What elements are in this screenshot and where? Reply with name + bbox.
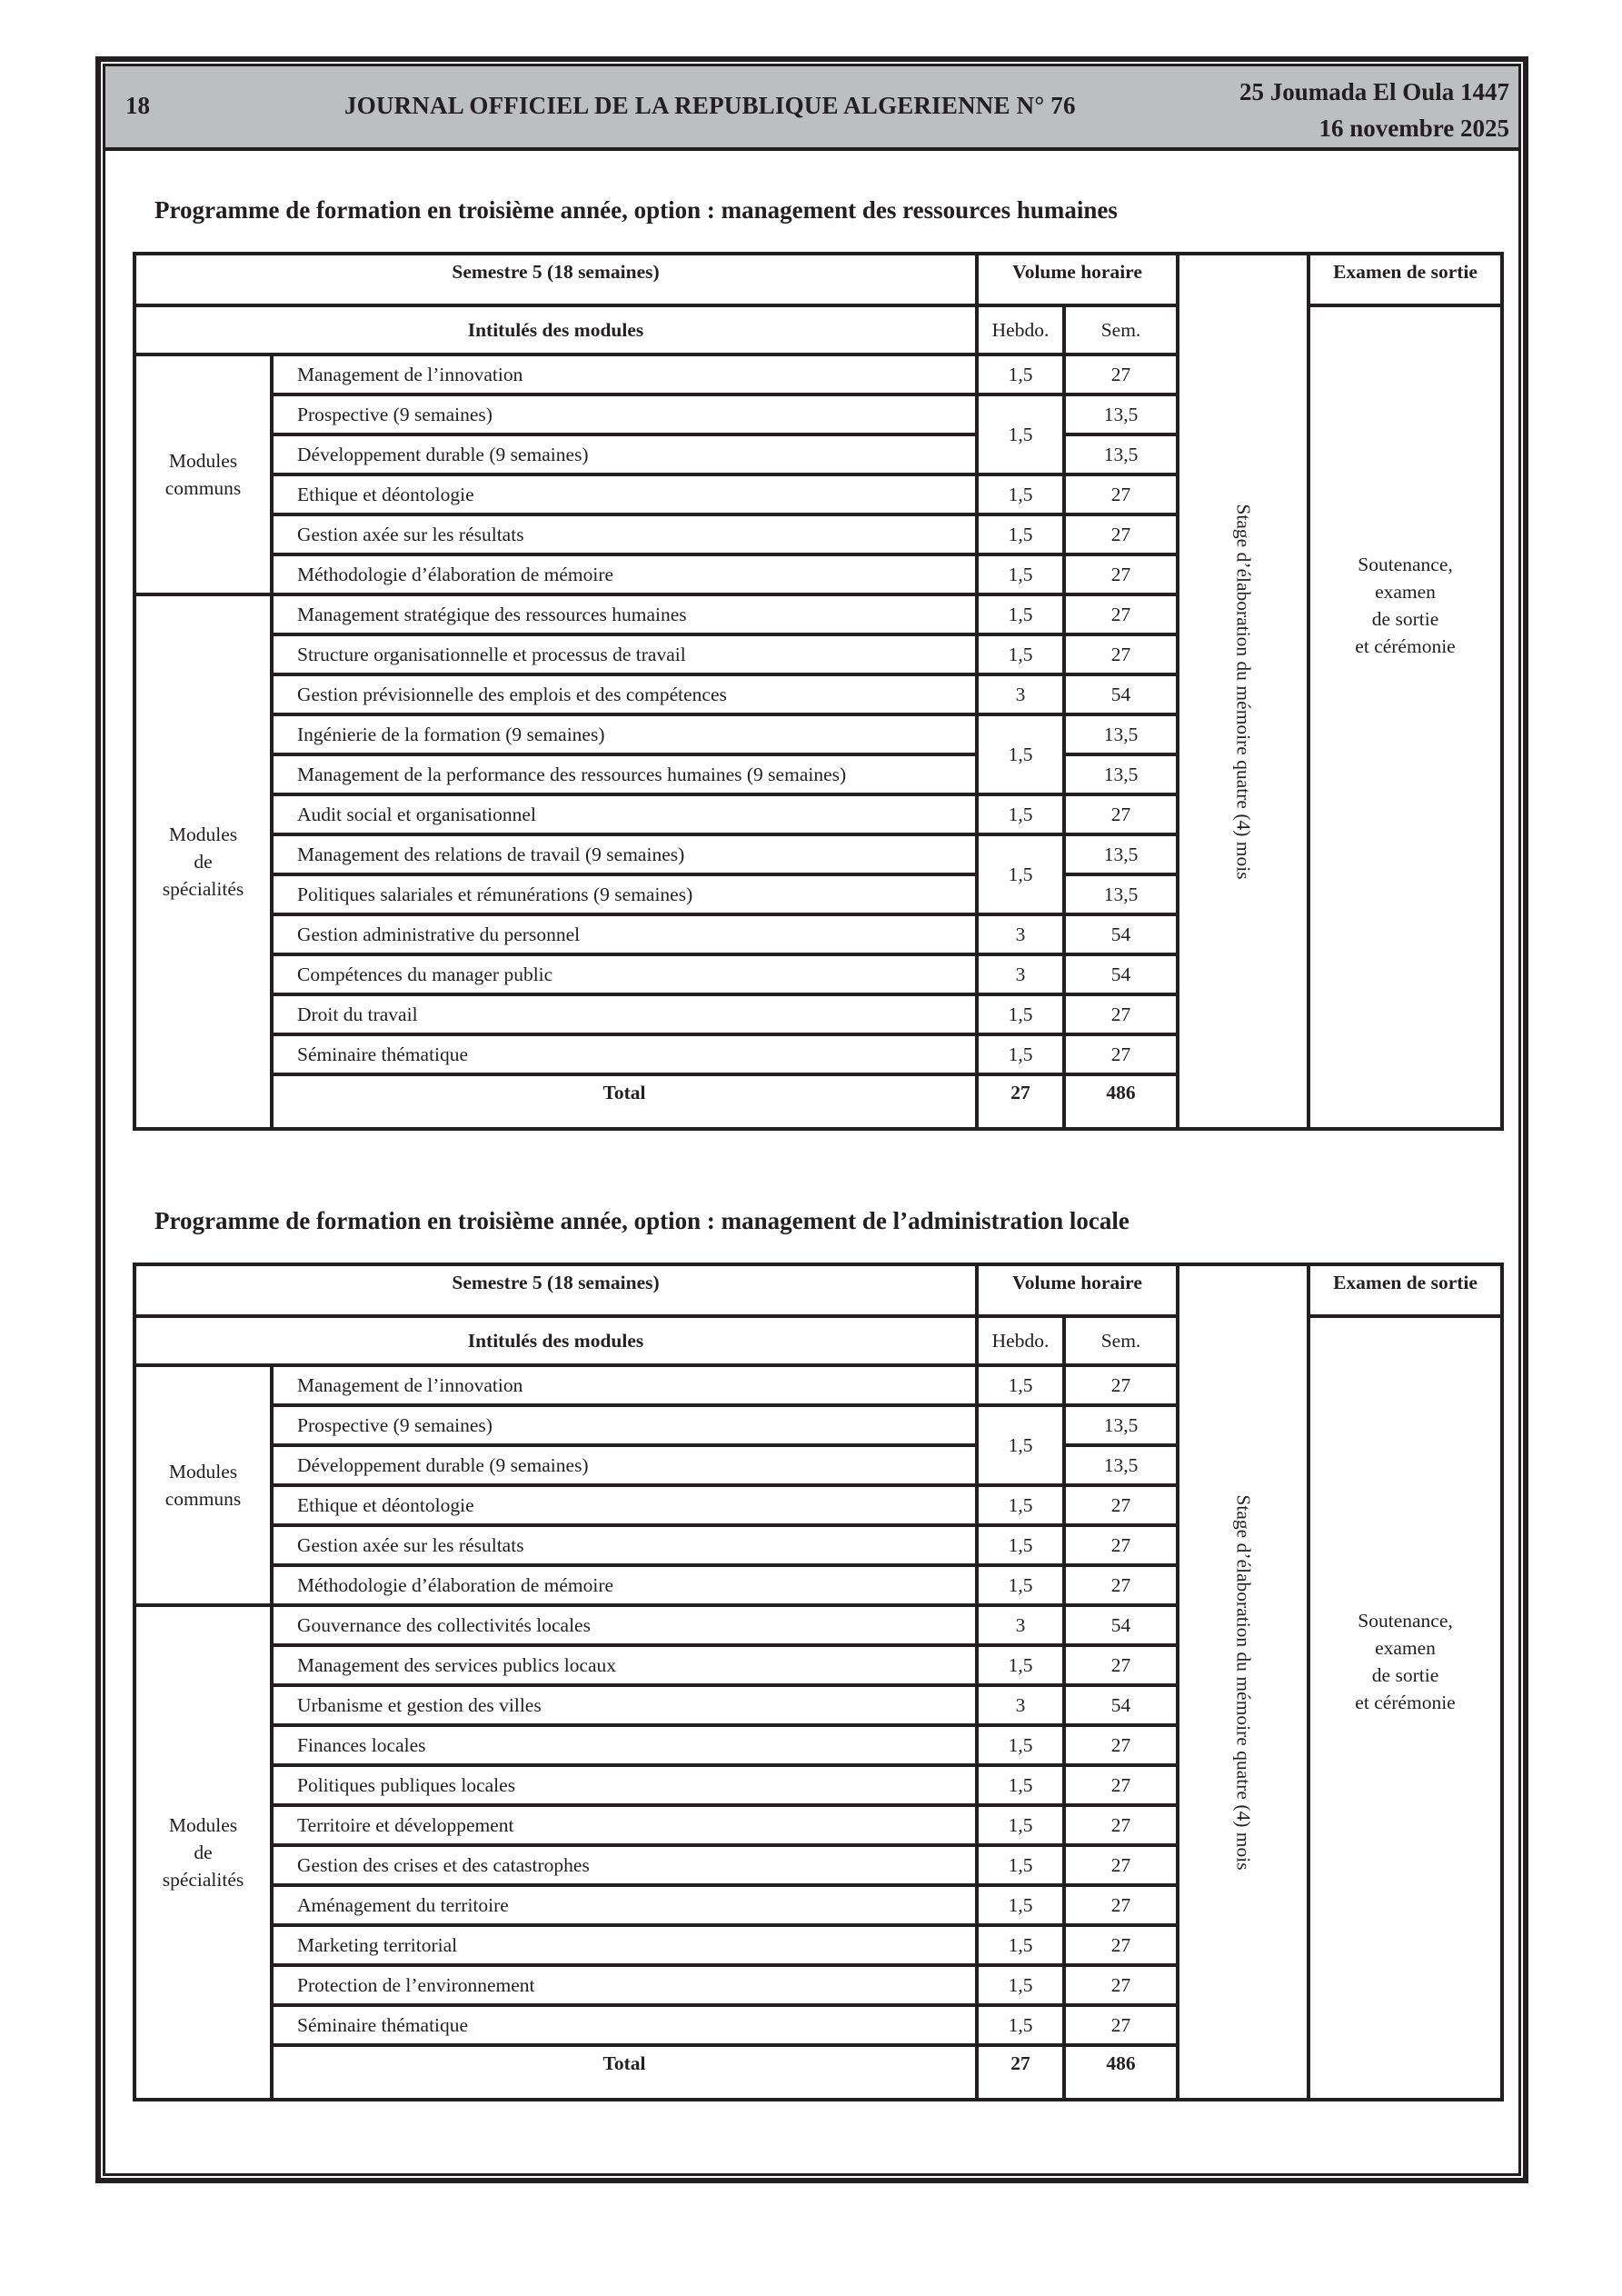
hebdo-value: 1,5 — [977, 554, 1064, 594]
sem-value: 13,5 — [1064, 834, 1178, 874]
module-name: Protection de l’environnement — [272, 1965, 977, 2005]
sem-value: 54 — [1064, 674, 1178, 714]
page-number: 18 — [125, 92, 150, 119]
hebdo-value: 1,5 — [977, 1805, 1064, 1845]
module-name: Compétences du manager public — [272, 954, 977, 994]
stage-cell — [1178, 254, 1309, 1129]
module-name: Marketing territorial — [272, 1925, 977, 1965]
sem-value: 13,5 — [1064, 754, 1178, 794]
program-table-rh — [133, 252, 1504, 1131]
date-gregorian: 16 novembre 2025 — [1318, 115, 1509, 142]
sem-value: 27 — [1064, 594, 1178, 634]
module-name: Urbanisme et gestion des villes — [272, 1685, 977, 1725]
cell-line: Modules — [168, 450, 238, 472]
cell-line: de sortie — [1371, 1664, 1439, 1686]
hebdo-value: 3 — [977, 914, 1064, 954]
module-name: Management de l’innovation — [272, 354, 977, 394]
module-name: Politiques salariales et rémunérations (9 semaines) — [272, 874, 977, 914]
exam-cell — [1309, 305, 1502, 1129]
module-name: Méthodologie d’élaboration de mémoire — [272, 1565, 977, 1605]
section-title-admin-locale: Programme de formation en troisième année, option : management de l’administration locale — [154, 1207, 1129, 1234]
sem-value: 54 — [1064, 1605, 1178, 1645]
cell-line: spécialités — [162, 878, 244, 900]
module-name: Séminaire thématique — [272, 2005, 977, 2045]
module-name: Développement durable (9 semaines) — [272, 434, 977, 474]
hebdo-value: 1,5 — [977, 1565, 1064, 1605]
module-name: Gestion administrative du personnel — [272, 914, 977, 954]
cell-line: de sortie — [1371, 608, 1439, 630]
sem-value: 27 — [1064, 474, 1178, 514]
hebdo-value: 1,5 — [977, 1525, 1064, 1565]
hebdo-header: Hebdo. — [977, 305, 1064, 354]
module-name: Management de l’innovation — [272, 1365, 977, 1405]
module-name: Séminaire thématique — [272, 1034, 977, 1074]
header-row — [134, 1264, 1502, 1316]
program-table-admin-locale — [133, 1263, 1504, 2101]
sem-value: 27 — [1064, 1565, 1178, 1605]
sem-value: 27 — [1064, 1845, 1178, 1885]
sem-value: 27 — [1064, 1765, 1178, 1805]
total-label: Total — [272, 1074, 977, 1129]
sem-value: 27 — [1064, 2005, 1178, 2045]
sem-value: 27 — [1064, 1485, 1178, 1525]
sem-value: 27 — [1064, 514, 1178, 554]
cell-line: et cérémonie — [1355, 635, 1456, 657]
hebdo-value: 1,5 — [977, 634, 1064, 674]
total-sem: 486 — [1064, 1074, 1178, 1129]
hebdo-value: 1,5 — [977, 1765, 1064, 1805]
modules-header: Intitulés des modules — [134, 305, 977, 354]
stage-label: Stage d’élaboration du mémoire quatre (4) mois — [1232, 1493, 1255, 1871]
sem-value: 13,5 — [1064, 434, 1178, 474]
module-name: Développement durable (9 semaines) — [272, 1445, 977, 1485]
module-name: Management de la performance des ressources humaines (9 semaines) — [272, 754, 977, 794]
module-name: Management des relations de travail (9 semaines) — [272, 834, 977, 874]
module-name: Prospective (9 semaines) — [272, 394, 977, 434]
hebdo-value: 1,5 — [977, 994, 1064, 1034]
sem-value: 27 — [1064, 994, 1178, 1034]
group-common-label — [134, 1365, 272, 1605]
section-title-rh: Programme de formation en troisième année, option : management des ressources humaines — [154, 196, 1118, 224]
sem-value: 27 — [1064, 1805, 1178, 1845]
exam-cell — [1309, 1316, 1502, 2100]
hebdo-value: 1,5 — [977, 594, 1064, 634]
module-name: Politiques publiques locales — [272, 1765, 977, 1805]
module-name: Ethique et déontologie — [272, 1485, 977, 1525]
sem-header: Sem. — [1064, 1316, 1178, 1365]
hebdo-value: 3 — [977, 1685, 1064, 1725]
cell-line: Soutenance, — [1358, 1610, 1453, 1632]
hebdo-value: 1,5 — [977, 1485, 1064, 1525]
header-row — [134, 254, 1502, 305]
module-name: Gestion des crises et des catastrophes — [272, 1845, 977, 1885]
cell-line: Soutenance, — [1358, 554, 1453, 575]
exam-header: Examen de sortie — [1309, 1264, 1502, 1316]
module-name: Territoire et développement — [272, 1805, 977, 1845]
hebdo-value: 1,5 — [977, 1725, 1064, 1765]
sem-value: 27 — [1064, 1034, 1178, 1074]
sem-value: 27 — [1064, 1885, 1178, 1925]
cell-line: et cérémonie — [1355, 1692, 1456, 1713]
semester-header: Semestre 5 (18 semaines) — [134, 254, 977, 305]
hebdo-value: 1,5 — [977, 1885, 1064, 1925]
issue-date — [1239, 74, 1509, 146]
sem-value: 27 — [1064, 1925, 1178, 1965]
hebdo-header: Hebdo. — [977, 1316, 1064, 1365]
module-name: Gestion prévisionnelle des emplois et des compétences — [272, 674, 977, 714]
sem-value: 54 — [1064, 1685, 1178, 1725]
sem-value: 27 — [1064, 1645, 1178, 1685]
hebdo-value: 1,5 — [977, 1034, 1064, 1074]
stage-cell — [1178, 1264, 1309, 2100]
volume-header: Volume horaire — [977, 254, 1178, 305]
hebdo-value: 1,5 — [977, 2005, 1064, 2045]
hebdo-value: 1,5 — [977, 1405, 1064, 1485]
hebdo-value: 1,5 — [977, 474, 1064, 514]
module-name: Aménagement du territoire — [272, 1885, 977, 1925]
sem-value: 27 — [1064, 634, 1178, 674]
exam-header: Examen de sortie — [1309, 254, 1502, 305]
group-special-label — [134, 594, 272, 1129]
sem-value: 13,5 — [1064, 1405, 1178, 1445]
module-name: Gouvernance des collectivités locales — [272, 1605, 977, 1645]
hebdo-value: 3 — [977, 674, 1064, 714]
cell-line: Modules — [168, 1461, 238, 1482]
module-name: Audit social et organisationnel — [272, 794, 977, 834]
total-hebdo: 27 — [977, 2045, 1064, 2100]
module-name: Management stratégique des ressources humaines — [272, 594, 977, 634]
hebdo-value: 1,5 — [977, 1925, 1064, 1965]
module-name: Méthodologie d’élaboration de mémoire — [272, 554, 977, 594]
sem-value: 13,5 — [1064, 1445, 1178, 1485]
module-name: Droit du travail — [272, 994, 977, 1034]
hebdo-value: 1,5 — [977, 834, 1064, 914]
group-special-label — [134, 1605, 272, 2100]
module-name: Management des services publics locaux — [272, 1645, 977, 1685]
cell-line: de — [194, 1842, 213, 1863]
group-common-label — [134, 354, 272, 594]
sem-value: 27 — [1064, 794, 1178, 834]
cell-line: Modules — [168, 1814, 238, 1836]
semester-header: Semestre 5 (18 semaines) — [134, 1264, 977, 1316]
hebdo-value: 3 — [977, 1605, 1064, 1645]
sem-value: 13,5 — [1064, 394, 1178, 434]
module-name: Structure organisationnelle et processus de travail — [272, 634, 977, 674]
hebdo-value: 1,5 — [977, 794, 1064, 834]
module-name: Prospective (9 semaines) — [272, 1405, 977, 1445]
hebdo-value: 1,5 — [977, 1845, 1064, 1885]
cell-line: Modules — [168, 824, 238, 845]
hebdo-value: 1,5 — [977, 1645, 1064, 1685]
module-name: Gestion axée sur les résultats — [272, 1525, 977, 1565]
cell-line: communs — [164, 477, 242, 499]
module-name: Ethique et déontologie — [272, 474, 977, 514]
sem-value: 54 — [1064, 954, 1178, 994]
cell-line: spécialités — [162, 1869, 244, 1891]
hebdo-value: 1,5 — [977, 514, 1064, 554]
hebdo-value: 1,5 — [977, 394, 1064, 474]
cell-line: de — [194, 851, 213, 873]
journal-title: JOURNAL OFFICIEL DE LA REPUBLIQUE ALGERIENNE N° 76 — [344, 92, 1076, 119]
hebdo-value: 3 — [977, 954, 1064, 994]
modules-header: Intitulés des modules — [134, 1316, 977, 1365]
sem-value: 27 — [1064, 1525, 1178, 1565]
module-name: Gestion axée sur les résultats — [272, 514, 977, 554]
journal-header — [105, 66, 1518, 151]
sem-header: Sem. — [1064, 305, 1178, 354]
cell-line: communs — [164, 1488, 242, 1510]
sem-value: 27 — [1064, 554, 1178, 594]
cell-line: examen — [1375, 581, 1436, 603]
date-hijri: 25 Joumada El Oula 1447 — [1239, 78, 1509, 105]
hebdo-value: 1,5 — [977, 1965, 1064, 2005]
cell-line: examen — [1375, 1637, 1436, 1659]
hebdo-value: 1,5 — [977, 714, 1064, 794]
hebdo-value: 1,5 — [977, 1365, 1064, 1405]
sem-value: 13,5 — [1064, 874, 1178, 914]
sem-value: 27 — [1064, 1365, 1178, 1405]
total-label: Total — [272, 2045, 977, 2100]
stage-label: Stage d’élaboration du mémoire quatre (4) mois — [1232, 503, 1255, 880]
total-sem: 486 — [1064, 2045, 1178, 2100]
sem-value: 27 — [1064, 1965, 1178, 2005]
module-name: Finances locales — [272, 1725, 977, 1765]
sem-value: 13,5 — [1064, 714, 1178, 754]
sem-value: 54 — [1064, 914, 1178, 954]
sem-value: 27 — [1064, 1725, 1178, 1765]
total-hebdo: 27 — [977, 1074, 1064, 1129]
sem-value: 27 — [1064, 354, 1178, 394]
volume-header: Volume horaire — [977, 1264, 1178, 1316]
hebdo-value: 1,5 — [977, 354, 1064, 394]
module-name: Ingénierie de la formation (9 semaines) — [272, 714, 977, 754]
